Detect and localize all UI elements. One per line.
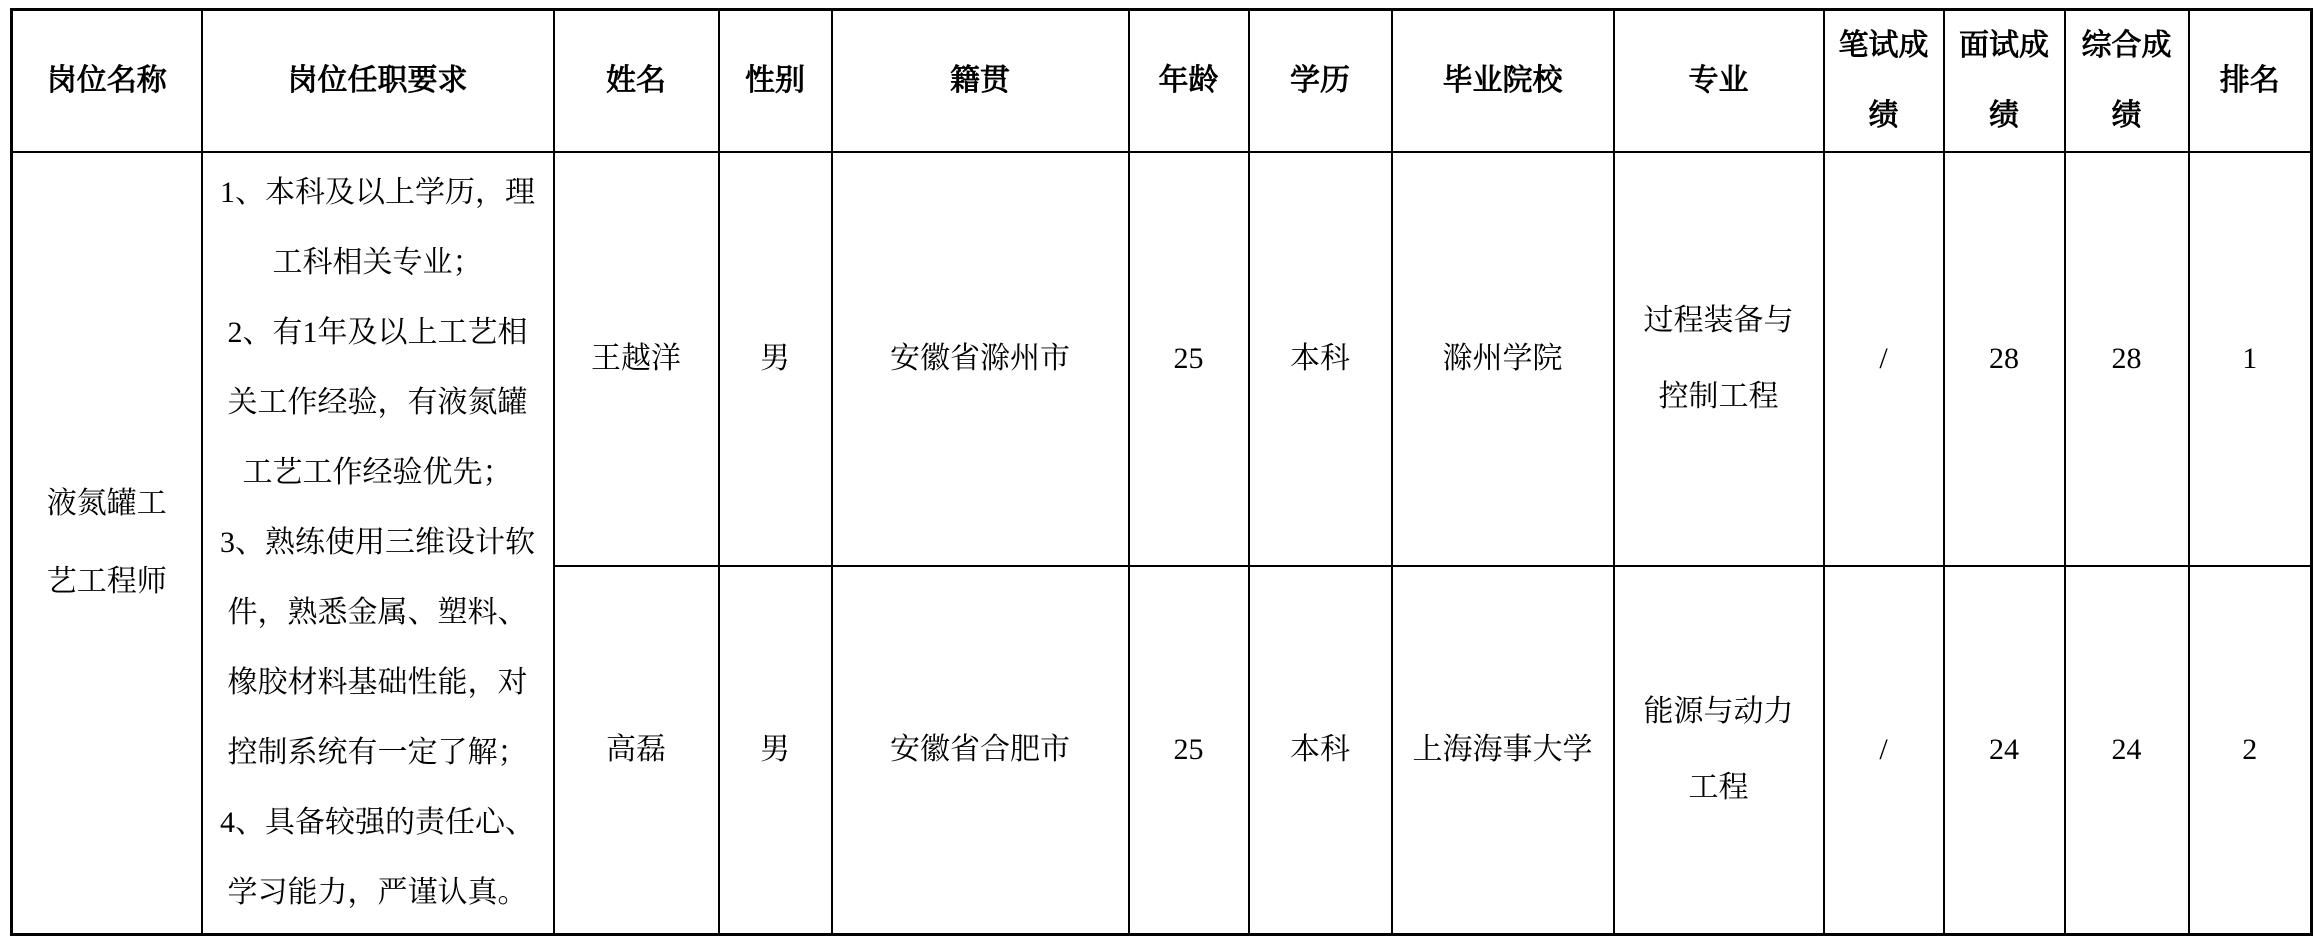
cell-rank: 2 — [2189, 566, 2312, 934]
cell-native-place: 安徽省合肥市 — [832, 566, 1129, 934]
text-line: 液氮罐工 — [46, 486, 167, 520]
column-header-rank: 排名 — [2189, 10, 2312, 153]
cell-major — [1614, 152, 1824, 566]
column-header-education: 学历 — [1249, 10, 1392, 153]
cell-composite-score: 24 — [2065, 566, 2189, 934]
cell-gender: 男 — [719, 152, 832, 566]
cell-position-name — [12, 152, 202, 934]
column-header-position-requirements: 岗位任职要求 — [202, 10, 554, 153]
column-header-written-score: 笔试成绩 — [1824, 10, 1944, 153]
cell-age: 25 — [1129, 152, 1249, 566]
cell-composite-score: 28 — [2065, 152, 2189, 566]
column-header-major: 专业 — [1614, 10, 1824, 153]
cell-education: 本科 — [1249, 566, 1392, 934]
text-line: 工艺工作经验优先； — [242, 455, 513, 489]
table-row — [12, 152, 2312, 566]
text-line: 能源与动力 — [1643, 694, 1794, 728]
text-line: 件，熟悉金属、塑料、 — [227, 595, 528, 629]
column-header-native-place: 籍贯 — [832, 10, 1129, 153]
cell-name: 王越洋 — [554, 152, 719, 566]
column-header-gender: 性别 — [719, 10, 832, 153]
cell-written-score: / — [1824, 566, 1944, 934]
candidate-score-table — [10, 8, 2313, 936]
recruitment-table-sheet — [10, 8, 2313, 936]
text-line: 橡胶材料基础性能，对 — [227, 665, 528, 699]
table-header-row — [12, 10, 2312, 153]
text-line: 工科相关专业； — [272, 245, 483, 279]
text-line: 控制工程 — [1658, 380, 1779, 413]
cell-rank: 1 — [2189, 152, 2312, 566]
cell-interview-score: 28 — [1944, 152, 2065, 566]
column-header-school: 毕业院校 — [1392, 10, 1614, 153]
text-line: 2、有1年及以上工艺相 — [227, 315, 528, 349]
cell-native-place: 安徽省滁州市 — [832, 152, 1129, 566]
column-header-name: 姓名 — [554, 10, 719, 153]
cell-gender: 男 — [719, 566, 832, 934]
text-line: 4、具备较强的责任心、 — [220, 805, 535, 839]
cell-education: 本科 — [1249, 152, 1392, 566]
text-line: 1、本科及以上学历，理 — [220, 175, 535, 209]
cell-written-score: / — [1824, 152, 1944, 566]
cell-interview-score: 24 — [1944, 566, 2065, 934]
text-line: 3、熟练使用三维设计软 — [220, 525, 535, 559]
column-header-age: 年龄 — [1129, 10, 1249, 153]
cell-name: 高磊 — [554, 566, 719, 934]
cell-position-requirements — [202, 152, 554, 934]
text-line: 学习能力，严谨认真。 — [227, 875, 528, 909]
cell-age: 25 — [1129, 566, 1249, 934]
cell-major — [1614, 566, 1824, 934]
cell-school: 上海海事大学 — [1392, 566, 1614, 934]
column-header-interview-score: 面试成绩 — [1944, 10, 2065, 153]
column-header-position-name: 岗位名称 — [12, 10, 202, 153]
text-line: 过程装备与 — [1643, 304, 1794, 337]
column-header-composite-score: 综合成绩 — [2065, 10, 2189, 153]
text-line: 关工作经验，有液氮罐 — [227, 385, 528, 419]
text-line: 工程 — [1688, 770, 1749, 804]
text-line: 艺工程师 — [46, 564, 167, 598]
cell-school: 滁州学院 — [1392, 152, 1614, 566]
text-line: 控制系统有一定了解； — [227, 735, 528, 769]
